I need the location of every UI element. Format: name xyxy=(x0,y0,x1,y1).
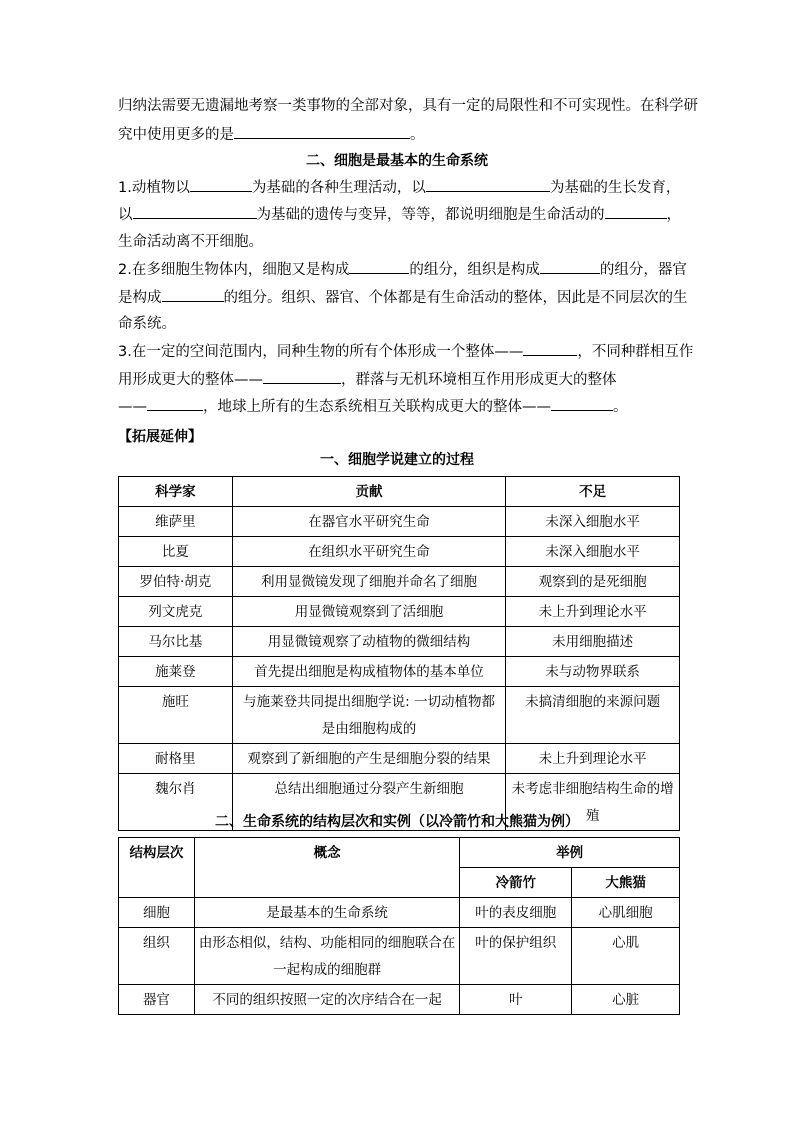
scientist-cell: 魏尔肖 xyxy=(119,774,233,831)
shortcoming-cell: 未上升到理论水平 xyxy=(506,744,680,774)
shortcoming-cell: 未用细胞描述 xyxy=(506,627,680,657)
table-row xyxy=(119,627,680,657)
contribution-cell: 总结出细胞通过分裂产生新细胞 xyxy=(232,774,505,831)
level-cell: 细胞 xyxy=(119,898,195,928)
bamboo-cell: 叶 xyxy=(460,985,572,1015)
fill-blank[interactable] xyxy=(426,177,550,192)
header-contribution: 贡献 xyxy=(232,477,505,507)
table-row xyxy=(119,657,680,687)
section-2-title: 二、细胞是最基本的生命系统 xyxy=(306,153,488,169)
shortcoming-cell: 未深入细胞水平 xyxy=(506,537,680,567)
concept-cell: 是最基本的生命系统 xyxy=(194,898,459,928)
concept-cell: 由形态相似，结构、功能相同的细胞联合在一起构成的细胞群 xyxy=(194,928,459,985)
item3-text-e: —— xyxy=(118,399,147,415)
table-row xyxy=(119,898,680,928)
scientist-cell: 罗伯特·胡克 xyxy=(119,567,233,597)
header-concept: 概念 xyxy=(194,838,459,898)
item3-text-b: ，不同种群相互作 xyxy=(577,344,694,360)
panda-cell: 心肌细胞 xyxy=(572,898,680,928)
extension-title: 【拓展延伸】 xyxy=(118,429,202,445)
level-cell: 组织 xyxy=(119,928,195,985)
scientist-cell: 耐格里 xyxy=(119,744,233,774)
item3-text-c: 用形成更大的整体—— xyxy=(118,372,263,388)
contribution-cell: 在组织水平研究生命 xyxy=(232,537,505,567)
item1-text-f: ， xyxy=(666,207,681,223)
table-row xyxy=(119,744,680,774)
item3-text-a: 3.在一定的空间范围内，同种生物的所有个体形成一个整体—— xyxy=(118,344,524,360)
fill-blank[interactable] xyxy=(133,204,257,219)
shortcoming-cell: 未搞清细胞的来源问题 xyxy=(506,687,680,744)
fill-blank[interactable] xyxy=(605,204,667,219)
item1-text-a: 1.动植物以 xyxy=(118,180,190,196)
fill-blank[interactable] xyxy=(263,369,341,384)
item2-line-3: 命系统。 xyxy=(118,316,176,332)
item1-text-d: 以 xyxy=(118,207,133,223)
header-level: 结构层次 xyxy=(119,838,195,898)
shortcoming-cell: 未深入细胞水平 xyxy=(506,507,680,537)
scientist-cell: 施旺 xyxy=(119,687,233,744)
shortcoming-cell: 未考虑非细胞结构生命的增殖 xyxy=(506,774,680,831)
contribution-cell: 在器官水平研究生命 xyxy=(232,507,505,537)
shortcoming-cell: 未上升到理论水平 xyxy=(506,597,680,627)
item3-line-1 xyxy=(118,341,694,362)
table-row xyxy=(119,567,680,597)
item1-line-3: 生命活动离不开细胞。 xyxy=(118,234,263,250)
fill-blank[interactable] xyxy=(523,341,577,356)
contribution-cell: 用显微镜观察了动植物的微细结构 xyxy=(232,627,505,657)
item2-text-c: 的组分，器官 xyxy=(599,262,687,278)
intro-line-2-end: 。 xyxy=(410,127,425,143)
panda-cell: 心脏 xyxy=(572,985,680,1015)
item1-text-e: 为基础的遗传与变异，等等，都说明细胞是生命活动的 xyxy=(256,207,605,223)
bamboo-cell: 叶的表皮细胞 xyxy=(460,898,572,928)
header-example: 举例 xyxy=(460,838,680,868)
fill-blank[interactable] xyxy=(234,124,410,139)
table-header-row xyxy=(119,838,680,868)
life-system-table xyxy=(118,837,680,1015)
fill-blank[interactable] xyxy=(147,396,203,411)
table-row xyxy=(119,928,680,985)
table-row xyxy=(119,985,680,1015)
item1-text-b: 为基础的各种生理活动，以 xyxy=(251,180,426,196)
table-header-row xyxy=(119,477,680,507)
intro-line-1: 归纳法需要无遗漏地考察一类事物的全部对象，具有一定的局限性和不可实现性。在科学研 xyxy=(118,98,698,114)
intro-line-2 xyxy=(118,124,678,145)
table1-title: 一、细胞学说建立的过程 xyxy=(320,452,474,468)
item2-text-d: 是构成 xyxy=(118,290,162,306)
item3-text-f: ，地球上所有的生态系统相互关联构成更大的整体—— xyxy=(203,399,551,415)
intro-line-2-text: 究中使用更多的是 xyxy=(118,127,234,143)
shortcoming-cell: 未与动物界联系 xyxy=(506,657,680,687)
scientist-cell: 列文虎克 xyxy=(119,597,233,627)
header-panda: 大熊猫 xyxy=(572,868,680,898)
fill-blank[interactable] xyxy=(349,259,409,274)
table2-title: 二、生命系统的结构层次和实例（以冷箭竹和大熊猫为例） xyxy=(215,814,579,830)
item1-line-1 xyxy=(118,177,681,198)
item2-text-e: 的组分。组织、器官、个体都是有生命活动的整体，因此是不同层次的生 xyxy=(223,290,688,306)
panda-cell: 心肌 xyxy=(572,928,680,985)
item3-line-3 xyxy=(118,396,678,417)
item3-text-g: 。 xyxy=(613,399,628,415)
scientist-cell: 施莱登 xyxy=(119,657,233,687)
item2-line-2 xyxy=(118,287,688,308)
contribution-cell: 用显微镜观察到了活细胞 xyxy=(232,597,505,627)
shortcoming-cell: 观察到的是死细胞 xyxy=(506,567,680,597)
concept-cell: 不同的组织按照一定的次序结合在一起 xyxy=(194,985,459,1015)
contribution-cell: 与施莱登共同提出细胞学说: 一切动植物都是由细胞构成的 xyxy=(232,687,505,744)
item2-line-1 xyxy=(118,259,687,280)
item3-text-d: ，群落与无机环境相互作用形成更大的整体 xyxy=(341,372,617,388)
item3-line-2 xyxy=(118,369,678,390)
scientist-cell: 维萨里 xyxy=(119,507,233,537)
level-cell: 器官 xyxy=(119,985,195,1015)
item2-text-a: 2.在多细胞生物体内，细胞又是构成 xyxy=(118,262,350,278)
header-bamboo: 冷箭竹 xyxy=(460,868,572,898)
fill-blank[interactable] xyxy=(190,177,252,192)
header-shortcoming: 不足 xyxy=(506,477,680,507)
contribution-cell: 首先提出细胞是构成植物体的基本单位 xyxy=(232,657,505,687)
contribution-cell: 利用显微镜发现了细胞并命名了细胞 xyxy=(232,567,505,597)
scientist-cell: 马尔比基 xyxy=(119,627,233,657)
table-row xyxy=(119,537,680,567)
scientist-cell: 比夏 xyxy=(119,537,233,567)
fill-blank[interactable] xyxy=(162,287,224,302)
fill-blank[interactable] xyxy=(551,396,613,411)
item1-line-2 xyxy=(118,204,681,225)
item2-text-b: 的组分，组织是构成 xyxy=(409,262,540,278)
contribution-cell: 观察到了新细胞的产生是细胞分裂的结果 xyxy=(232,744,505,774)
table-row xyxy=(119,687,680,744)
cell-theory-table xyxy=(118,476,680,831)
table-row xyxy=(119,597,680,627)
item1-text-c: 为基础的生长发育， xyxy=(549,180,681,196)
table-row xyxy=(119,507,680,537)
fill-blank[interactable] xyxy=(540,259,600,274)
header-scientist: 科学家 xyxy=(119,477,233,507)
bamboo-cell: 叶的保护组织 xyxy=(460,928,572,985)
